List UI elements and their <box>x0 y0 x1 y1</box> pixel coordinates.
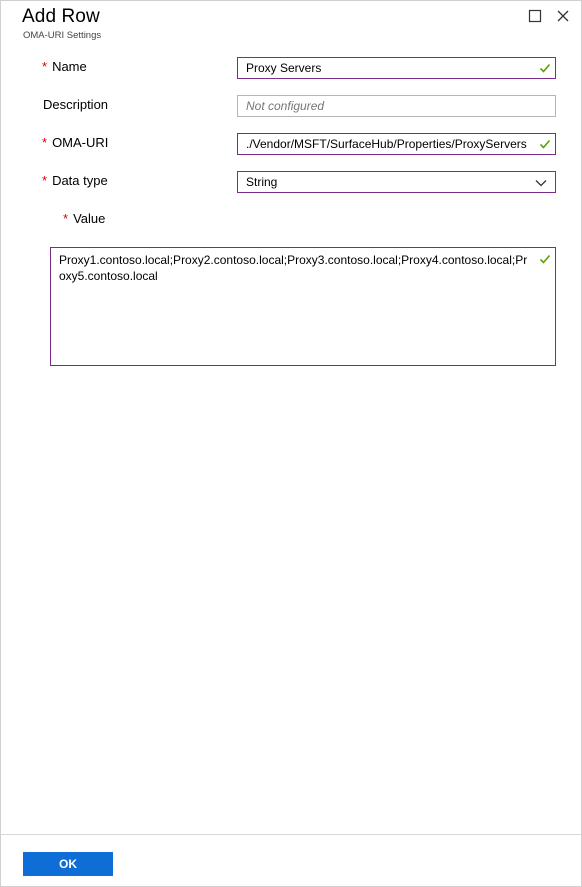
chevron-down-icon <box>535 177 547 189</box>
name-value: Proxy Servers <box>246 61 322 75</box>
name-label-group <box>42 59 87 74</box>
maximize-icon <box>528 9 542 23</box>
required-marker: * <box>42 135 48 150</box>
required-marker: * <box>63 211 69 226</box>
blade-title: Add Row <box>22 6 100 27</box>
data-type-value: String <box>246 175 278 189</box>
required-marker: * <box>42 173 48 188</box>
oma-uri-field[interactable] <box>237 133 556 155</box>
value-label-group <box>63 211 105 226</box>
data-type-label: Data type <box>52 173 108 188</box>
blade-header <box>1 1 581 45</box>
oma-uri-value: ./Vendor/MSFT/SurfaceHub/Properties/ProxyServers <box>246 137 527 151</box>
valid-check-icon <box>539 62 551 74</box>
oma-uri-label-group <box>42 135 108 150</box>
blade-subtitle: OMA-URI Settings <box>23 30 102 41</box>
value-label: Value <box>73 211 106 226</box>
valid-check-icon <box>539 138 551 150</box>
data-type-dropdown[interactable] <box>237 171 556 193</box>
required-marker: * <box>42 59 48 74</box>
oma-uri-label: OMA-URI <box>52 135 109 150</box>
ok-button[interactable]: OK <box>23 852 113 876</box>
description-label: Description <box>43 97 109 112</box>
value-text: Proxy1.contoso.local;Proxy2.contoso.local;Proxy3.contoso.local;Proxy4.contoso.local;Proxy5.contoso.local <box>59 253 528 283</box>
valid-check-icon <box>539 253 551 265</box>
description-field[interactable] <box>237 95 556 117</box>
name-label: Name <box>52 59 87 74</box>
value-textarea[interactable] <box>50 247 556 366</box>
close-button[interactable] <box>556 9 572 25</box>
description-placeholder: Not configured <box>246 99 325 113</box>
maximize-button[interactable] <box>528 9 544 25</box>
name-field[interactable] <box>237 57 556 79</box>
data-type-label-group <box>42 173 108 188</box>
footer-divider <box>1 834 581 835</box>
close-icon <box>556 9 570 23</box>
